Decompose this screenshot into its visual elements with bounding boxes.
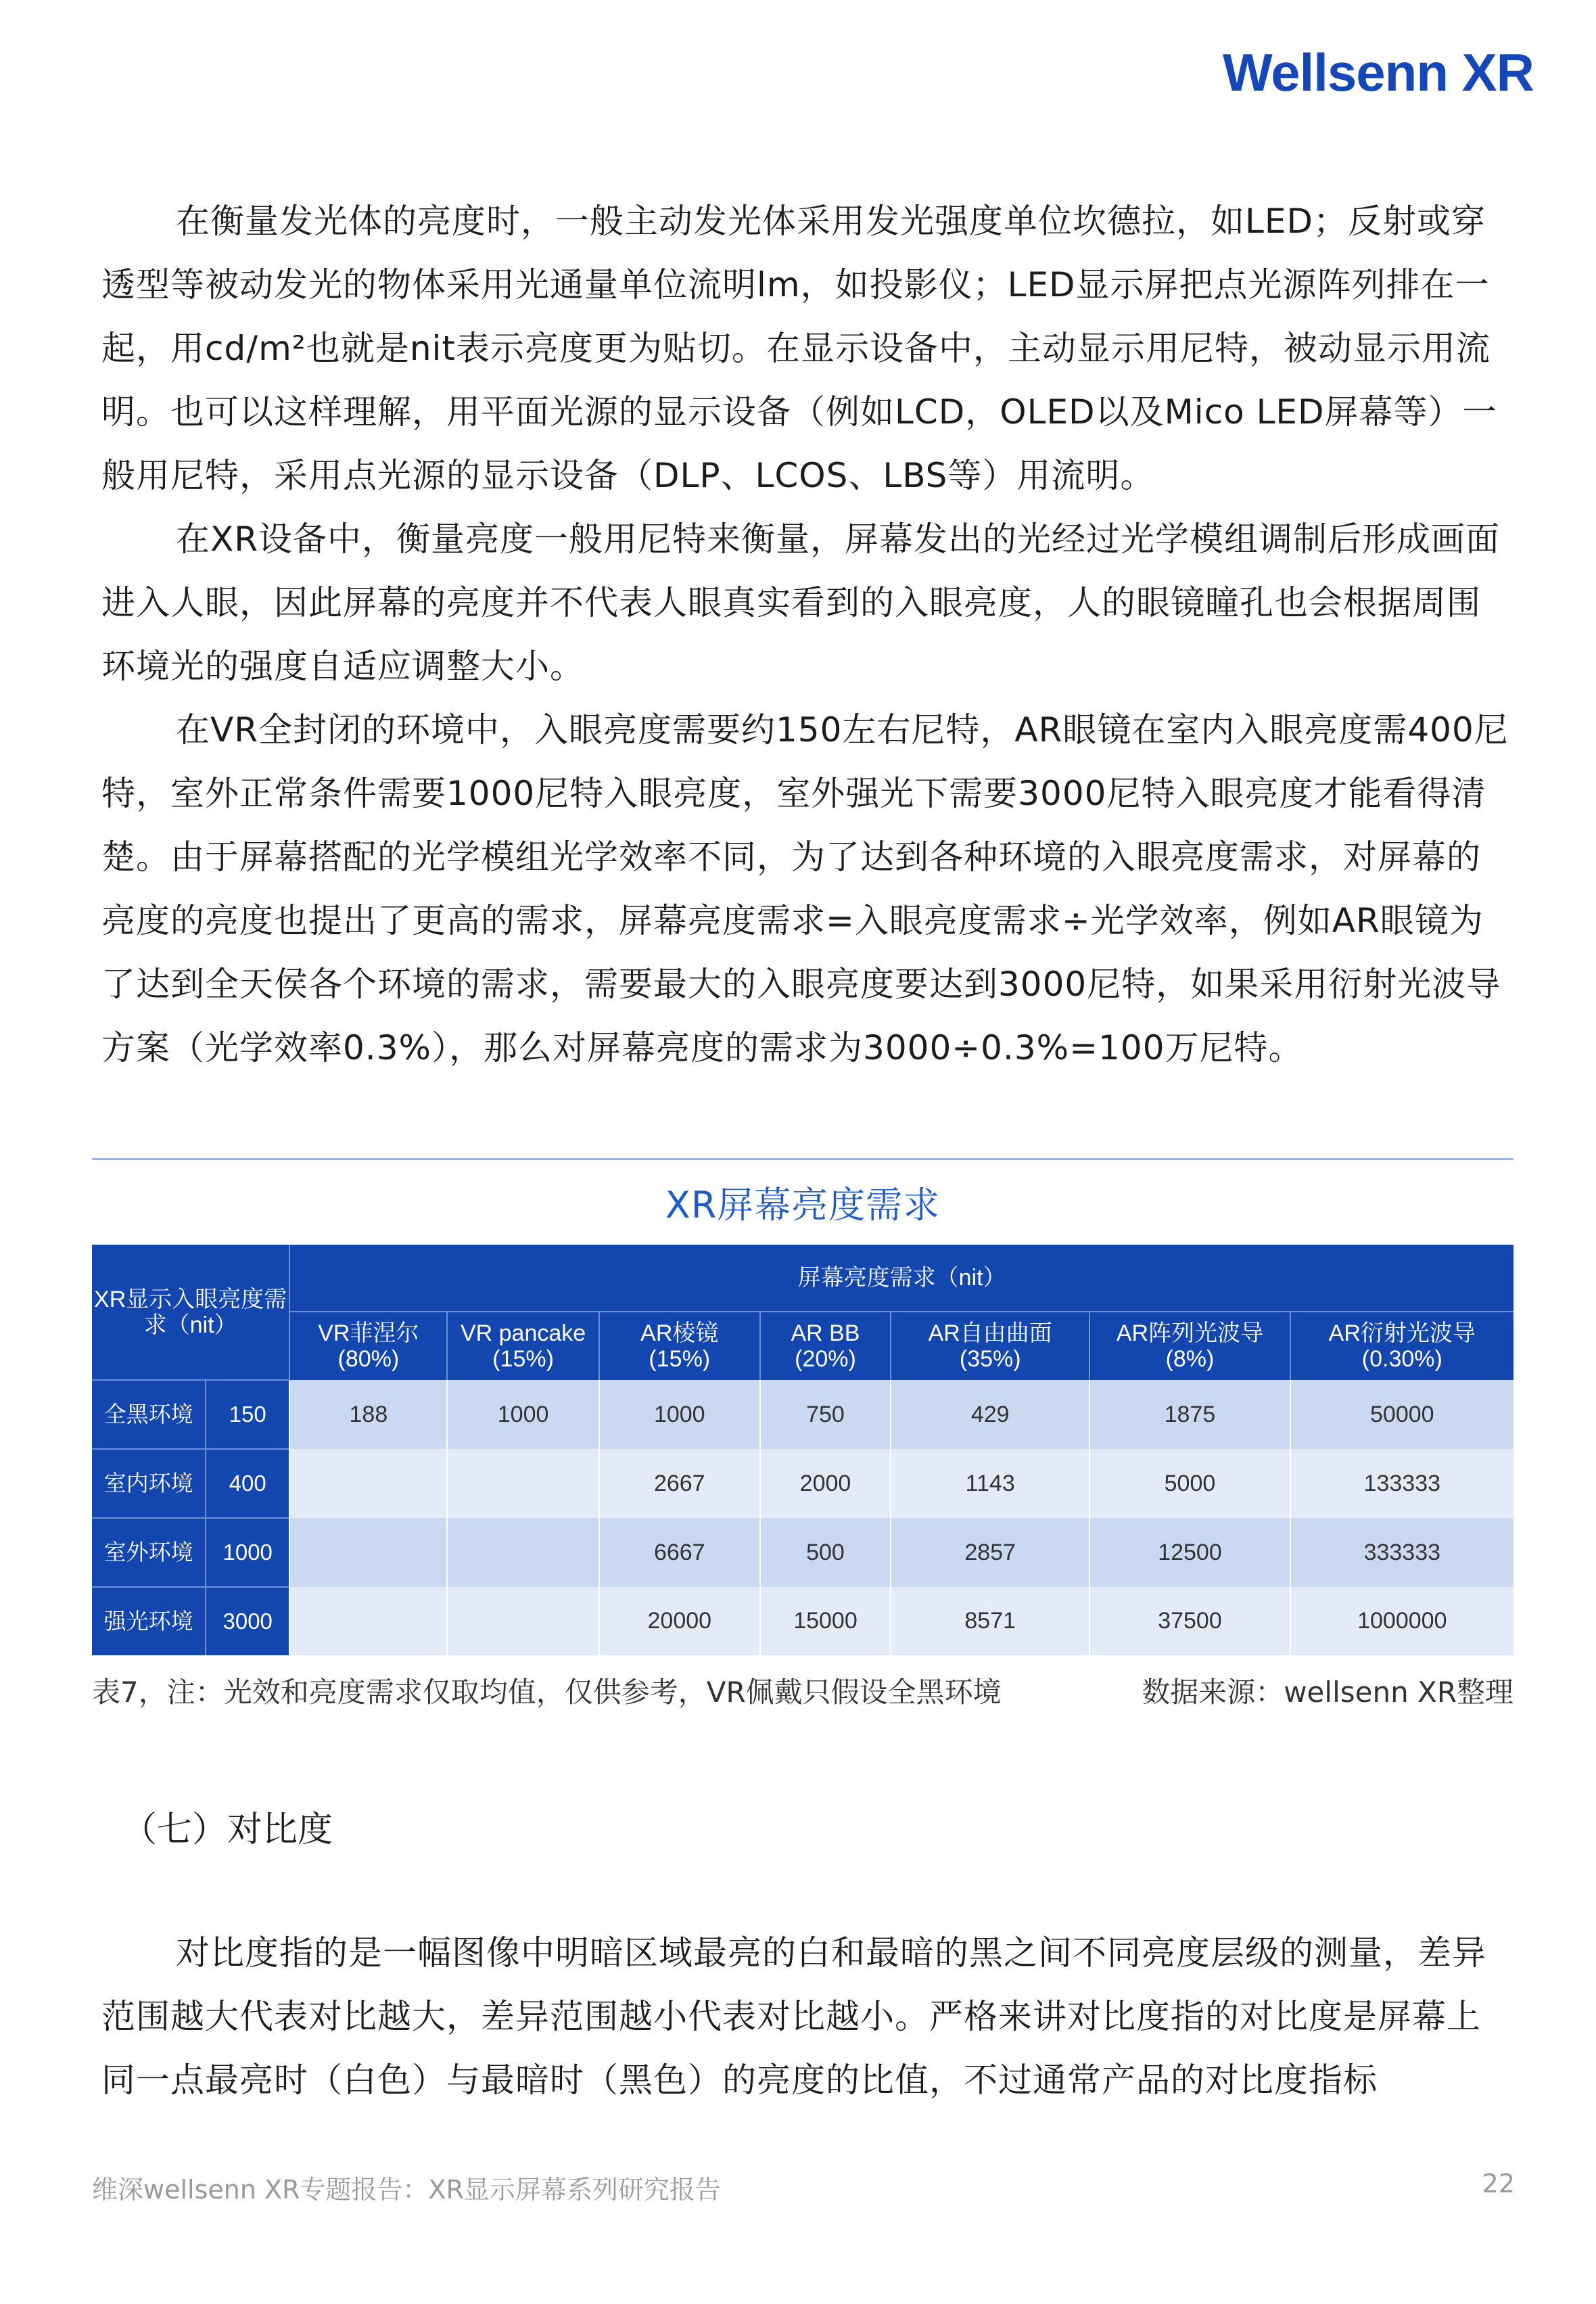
table-cell: 2000 bbox=[760, 1449, 891, 1518]
table-cell: 2667 bbox=[599, 1449, 760, 1518]
body-section-contrast bbox=[101, 1921, 1515, 2112]
column-name: VR pancake bbox=[460, 1320, 586, 1346]
table-cell: 8571 bbox=[891, 1587, 1089, 1655]
table-cell: 50000 bbox=[1290, 1380, 1513, 1449]
brightness-table-figure bbox=[92, 1158, 1513, 1711]
table-cell: 12500 bbox=[1089, 1518, 1290, 1587]
table-cell: 37500 bbox=[1089, 1587, 1290, 1655]
column-efficiency: (15%) bbox=[649, 1346, 711, 1372]
table-cell bbox=[289, 1518, 447, 1587]
column-name: VR菲涅尔 bbox=[318, 1320, 419, 1346]
table-source: 数据来源：wellsenn XR整理 bbox=[1142, 1676, 1513, 1709]
table-row bbox=[92, 1449, 1513, 1518]
row-environment: 室外环境 bbox=[92, 1518, 206, 1587]
corner-header: XR显示入眼亮度需求（nit） bbox=[92, 1245, 289, 1380]
row-eye-brightness: 400 bbox=[206, 1449, 289, 1518]
column-name: AR衍射光波导 bbox=[1328, 1320, 1476, 1346]
page-footer bbox=[92, 2169, 1515, 2206]
table-cell bbox=[447, 1587, 598, 1655]
table-cell: 6667 bbox=[599, 1518, 760, 1587]
column-efficiency: (0.30%) bbox=[1361, 1346, 1442, 1372]
table-row bbox=[92, 1518, 1513, 1587]
column-header bbox=[1290, 1312, 1513, 1380]
brand-logo: Wellsenn XR bbox=[1222, 43, 1534, 102]
section-heading: （七）对比度 bbox=[122, 1810, 333, 1850]
table-cell bbox=[289, 1587, 447, 1655]
table-cell bbox=[289, 1449, 447, 1518]
table-caption bbox=[92, 1670, 1513, 1711]
column-name: AR自由曲面 bbox=[928, 1320, 1052, 1346]
column-header bbox=[289, 1312, 447, 1380]
row-eye-brightness: 150 bbox=[206, 1380, 289, 1449]
table-cell bbox=[447, 1518, 598, 1587]
column-header bbox=[760, 1312, 891, 1380]
column-header bbox=[891, 1312, 1089, 1380]
group-header: 屏幕亮度需求（nit） bbox=[289, 1245, 1513, 1312]
row-environment: 室内环境 bbox=[92, 1449, 206, 1518]
paragraph: 在衡量发光体的亮度时，一般主动发光体采用发光强度单位坎德拉，如LED；反射或穿透型等被动发光的物体采用光通量单位流明lm，如投影仪；LED显示屏把点光源阵列排在一起，用cd/m²也就是nit表示亮度更为贴切。在显示设备中，主动显示用尼特，被动显示用流明。也可以这样理解，用平面光源的显示设备（例如LCD，OLED以及Mico LED屏幕等）一般用尼特，采用点光源的显示设备（DLP、LCOS、LBS等）用流明。 bbox=[101, 202, 1497, 495]
table-cell: 1000000 bbox=[1290, 1587, 1513, 1655]
column-name: AR阵列光波导 bbox=[1116, 1320, 1264, 1346]
table-row bbox=[92, 1587, 1513, 1655]
table-cell: 133333 bbox=[1290, 1449, 1513, 1518]
table-cell bbox=[447, 1449, 598, 1518]
table-cell: 1000 bbox=[599, 1380, 760, 1449]
column-efficiency: (20%) bbox=[795, 1346, 856, 1372]
table-cell: 2857 bbox=[891, 1518, 1089, 1587]
table-cell: 5000 bbox=[1089, 1449, 1290, 1518]
row-eye-brightness: 1000 bbox=[206, 1518, 289, 1587]
column-name: AR棱镜 bbox=[640, 1320, 719, 1346]
table-cell: 188 bbox=[289, 1380, 447, 1449]
table-cell: 500 bbox=[760, 1518, 891, 1587]
column-header bbox=[447, 1312, 598, 1380]
column-header bbox=[599, 1312, 760, 1380]
table-cell: 15000 bbox=[760, 1587, 891, 1655]
row-eye-brightness: 3000 bbox=[206, 1587, 289, 1655]
row-environment: 强光环境 bbox=[92, 1587, 206, 1655]
table-cell: 333333 bbox=[1290, 1518, 1513, 1587]
column-efficiency: (35%) bbox=[959, 1346, 1021, 1372]
table-row bbox=[92, 1380, 1513, 1449]
row-environment: 全黑环境 bbox=[92, 1380, 206, 1449]
table-cell: 1875 bbox=[1089, 1380, 1290, 1449]
table-cell: 750 bbox=[760, 1380, 891, 1449]
footer-report-title: 维深wellsenn XR专题报告：XR显示屏幕系列研究报告 bbox=[92, 2175, 721, 2205]
column-efficiency: (15%) bbox=[492, 1346, 554, 1372]
paragraph: 在VR全封闭的环境中，入眼亮度需要约150左右尼特，AR眼镜在室内入眼亮度需400尼特，室外正常条件需要1000尼特入眼亮度，室外强光下需要3000尼特入眼亮度才能看得清楚。由于屏幕搭配的光学模组光学效率不同，为了达到各种环境的入眼亮度需求，对屏幕的亮度的亮度也提出了更高的需求，屏幕亮度需求=入眼亮度需求÷光学效率，例如AR眼镜为了达到全天侯各个环境的需求，需要最大的入眼亮度要达到3000尼特，如果采用衍射光波导方案（光学效率0.3%），那么对屏幕亮度的需求为3000÷0.3%=100万尼特。 bbox=[101, 710, 1509, 1067]
table-title: XR屏幕亮度需求 bbox=[92, 1158, 1513, 1245]
paragraph: 对比度指的是一幅图像中明暗区域最亮的白和最暗的黑之间不同亮度层级的测量，差异范围越大代表对比越大，差异范围越小代表对比越小。严格来讲对比度指的对比度是屏幕上同一点最亮时（白色）与最暗时（黑色）的亮度的比值，不过通常产品的对比度指标 bbox=[101, 1933, 1486, 2100]
table-cell: 429 bbox=[891, 1380, 1089, 1449]
column-header bbox=[1089, 1312, 1290, 1380]
table-cell: 20000 bbox=[599, 1587, 760, 1655]
table-cell: 1143 bbox=[891, 1449, 1089, 1518]
table-note: 表7，注：光效和亮度需求仅取均值，仅供参考，VR佩戴只假设全黑环境 bbox=[92, 1676, 1002, 1709]
table-cell: 1000 bbox=[447, 1380, 598, 1449]
paragraph: 在XR设备中，衡量亮度一般用尼特来衡量，屏幕发出的光经过光学模组调制后形成画面进入人眼，因此屏幕的亮度并不代表人眼真实看到的入眼亮度，人的眼镜瞳孔也会根据周围环境光的强度自适应调整大小。 bbox=[101, 520, 1500, 686]
column-efficiency: (8%) bbox=[1165, 1346, 1215, 1372]
brightness-table bbox=[92, 1245, 1513, 1655]
column-name: AR BB bbox=[791, 1320, 860, 1346]
page-number: 22 bbox=[1482, 2169, 1515, 2198]
body-section-brightness bbox=[101, 189, 1515, 1080]
column-efficiency: (80%) bbox=[337, 1346, 400, 1372]
